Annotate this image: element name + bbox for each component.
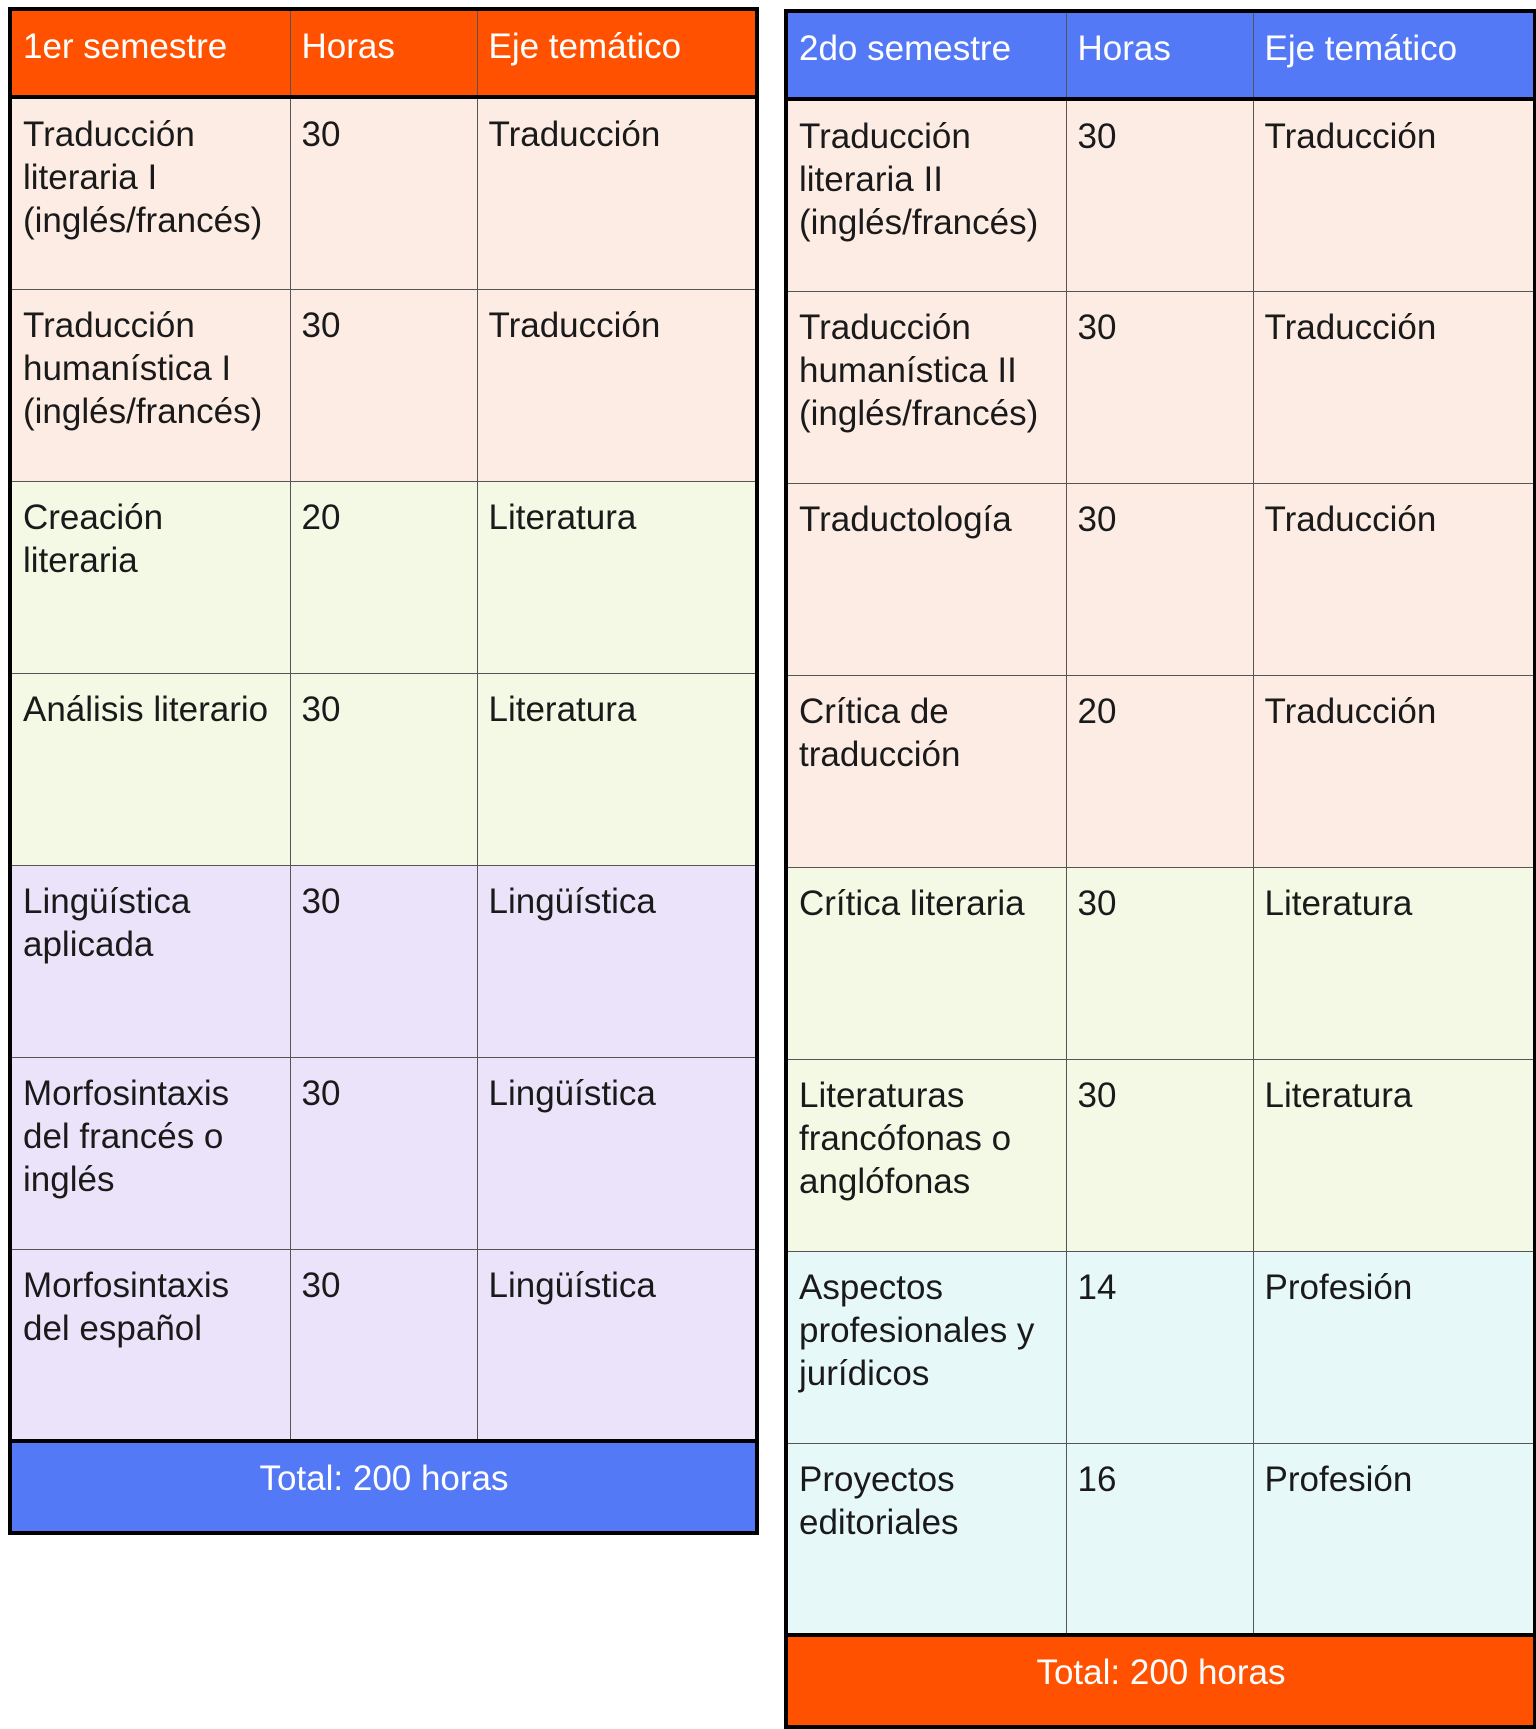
table-row [786,483,1535,675]
table-row [786,1251,1535,1443]
table-row [10,97,757,289]
axis-cell: Traducción [1253,291,1535,483]
table-row [786,99,1535,291]
course-cell: Proyectos editoriales [786,1443,1066,1635]
second-semester-table [784,9,1536,1729]
course-cell: Traductología [786,483,1066,675]
course-cell: Aspectos profesionales y jurídicos [786,1251,1066,1443]
table-row [786,1059,1535,1251]
axis-column-header: Eje temático [1253,11,1535,99]
axis-cell: Literatura [477,673,757,865]
course-cell: Crítica de traducción [786,675,1066,867]
hours-cell: 30 [1066,99,1253,291]
hours-cell: 30 [290,1057,477,1249]
axis-cell: Literatura [1253,867,1535,1059]
axis-column-header: Eje temático [477,9,757,97]
course-cell: Crítica literaria [786,867,1066,1059]
axis-cell: Lingüística [477,1249,757,1441]
hours-cell: 30 [1066,1059,1253,1251]
table-row [786,867,1535,1059]
course-cell: Traducción humanística II (inglés/francés) [786,291,1066,483]
axis-cell: Traducción [1253,483,1535,675]
hours-cell: 16 [1066,1443,1253,1635]
axis-cell: Traducción [1253,99,1535,291]
table-row [10,1249,757,1441]
total-hours-cell: Total: 200 horas [786,1635,1535,1727]
table-row [786,675,1535,867]
course-cell: Traducción literaria II (inglés/francés) [786,99,1066,291]
hours-cell: 30 [290,1249,477,1441]
hours-cell: 30 [290,97,477,289]
course-cell: Lingüística aplicada [10,865,290,1057]
table-row [10,481,757,673]
table-footer-row [10,1441,757,1533]
course-cell: Morfosintaxis del francés o inglés [10,1057,290,1249]
table-row [786,291,1535,483]
table-row [10,865,757,1057]
hours-cell: 30 [1066,291,1253,483]
hours-cell: 20 [1066,675,1253,867]
hours-cell: 20 [290,481,477,673]
hours-cell: 14 [1066,1251,1253,1443]
total-hours-cell: Total: 200 horas [10,1441,757,1533]
course-column-header: 1er semestre [10,9,290,97]
axis-cell: Traducción [477,289,757,481]
axis-cell: Profesión [1253,1251,1535,1443]
table-row [10,289,757,481]
course-cell: Morfosintaxis del español [10,1249,290,1441]
axis-cell: Lingüística [477,1057,757,1249]
hours-column-header: Horas [1066,11,1253,99]
table-footer-row [786,1635,1535,1727]
axis-cell: Literatura [1253,1059,1535,1251]
course-column-header: 2do semestre [786,11,1066,99]
axis-cell: Traducción [1253,675,1535,867]
course-cell: Creación literaria [10,481,290,673]
hours-cell: 30 [1066,867,1253,1059]
axis-cell: Lingüística [477,865,757,1057]
axis-cell: Profesión [1253,1443,1535,1635]
hours-column-header: Horas [290,9,477,97]
first-semester-table [8,7,759,1535]
table-row [786,1443,1535,1635]
axis-cell: Traducción [477,97,757,289]
course-cell: Literaturas francófonas o anglófonas [786,1059,1066,1251]
table-row [10,673,757,865]
hours-cell: 30 [290,865,477,1057]
course-cell: Traducción humanística I (inglés/francés) [10,289,290,481]
axis-cell: Literatura [477,481,757,673]
course-cell: Análisis literario [10,673,290,865]
hours-cell: 30 [290,289,477,481]
hours-cell: 30 [1066,483,1253,675]
course-cell: Traducción literaria I (inglés/francés) [10,97,290,289]
hours-cell: 30 [290,673,477,865]
table-header-row [786,11,1535,99]
table-header-row [10,9,757,97]
table-row [10,1057,757,1249]
